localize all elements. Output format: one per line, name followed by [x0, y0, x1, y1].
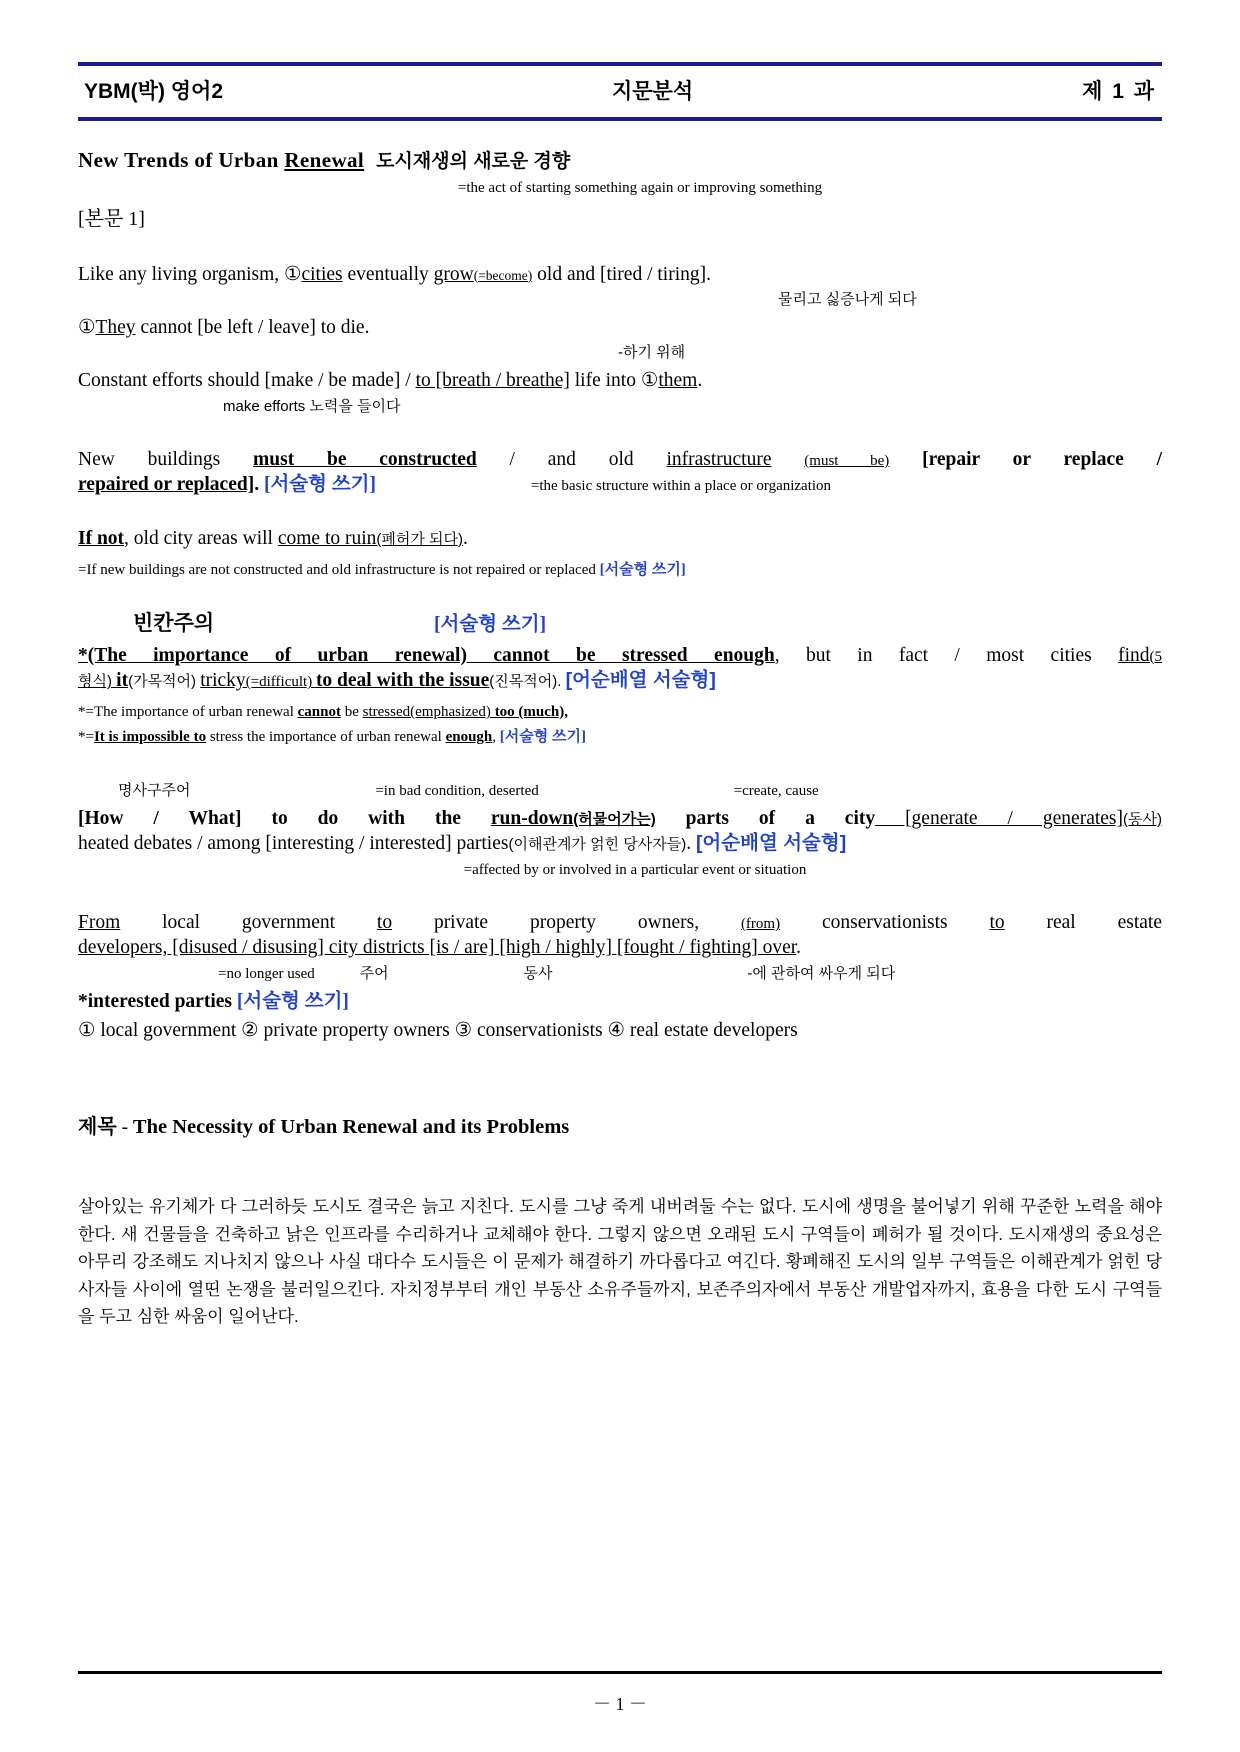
p5-interested-parties-gloss: (이해관계가 얽힌 당사자들) — [508, 836, 687, 854]
page-number: － 1 － — [593, 1694, 647, 1714]
p4-cannot-be-stressed-enough: *(The importance of urban renewal) cannot be stressed enough — [78, 644, 775, 666]
sentence-3-to-breathe: to [breath / breathe] — [415, 369, 570, 391]
sentence-2 — [78, 316, 1162, 341]
p4-too-much: too (much), — [494, 704, 569, 720]
sentence-3-period: . — [697, 369, 703, 391]
p4-issue-gloss: (진목적어). — [489, 673, 566, 691]
header-section-title: 지문분석 — [611, 80, 694, 103]
p6-high-highly: [high / highly] — [494, 936, 613, 958]
passage-title — [78, 147, 1162, 175]
p5-run-down: run-down — [490, 807, 574, 829]
paragraph-2-line-2 — [78, 473, 1162, 498]
p2-tag-seosulhyeong: [서술형 쓰기] — [263, 473, 377, 495]
p6-note-fight-over: -에 관하여 싸우게 되다 — [747, 964, 896, 982]
p4-tricky-gloss: (=difficult) — [245, 674, 316, 691]
p5-note-subject: 명사구주어 — [118, 782, 191, 800]
p4-l3-c: be — [340, 704, 363, 720]
korean-translation: 살아있는 유기체가 다 그러하듯 도시도 결국은 늙고 지친다. 도시를 그냥 죽게 내버려둘 수는 없다. 도시에 생명을 불어넣기 위해 꾸준한 노력을 해야 한다. 새 건물들을 건축하고 낡은 인프라를 수리하거나 교체해야 한다. 그렇지 않으면 오래된 도시 구역들이 폐허가 될 것이다. 도시재생의 중요성은 아무리 강조해도 지나치지 않으나 사실 대다수 도시들은 이 문제가 해결하기 까다롭다고 여긴다. 황폐해진 도시의 일부 구역들은 이해관계가 얽힌 당사자들 사이에 열띤 논쟁을 불러일으킨다. 자치정부부터 개인 부동산 소유주들까지, 보존주의자에서 부동산 개발업자까지, 효용을 다한 도시 구역들을 두고 심한 싸움이 일어난다. — [78, 1197, 1162, 1327]
p6-disused-city-districts: developers, [disused / disusing] city districts — [78, 936, 425, 958]
p3-l1-e: . — [463, 528, 468, 550]
p5-note-generate-gloss: =create, cause — [733, 783, 819, 800]
p3-if-not: If not — [78, 528, 125, 550]
title-gloss — [78, 175, 1162, 200]
p4-cannot: cannot — [297, 704, 341, 720]
subject-dash: - — [116, 1117, 133, 1139]
passage-label-text: [본문 1] — [78, 208, 145, 231]
sentence-1-part-f: old and [tired / tiring]. — [532, 263, 711, 285]
sentence-2-note-text: -하기 위해 — [618, 344, 686, 362]
p4-l2-a: 형식) — [78, 673, 117, 691]
p2-must-be-constructed: must be constructed — [253, 449, 477, 471]
paragraph-6-line-2 — [78, 936, 1162, 961]
p6-l1-b: local government — [120, 912, 377, 934]
passage-title-english: New Trends of Urban — [78, 148, 285, 172]
paragraph-4-line-1 — [78, 644, 1162, 669]
p4-find: find — [1118, 644, 1150, 666]
paragraph-6-line-1 — [78, 911, 1162, 936]
p4-heading-korean: 빈칸주의 — [133, 612, 215, 636]
p4-l4-e: , — [492, 728, 500, 745]
p6-l1-d: private property owners, — [392, 912, 741, 934]
p4-tricky: tricky — [200, 670, 246, 692]
p2-infrastructure: infrastructure — [666, 449, 772, 471]
sentence-3-part-a: Constant efforts should [make / be made] / — [78, 369, 416, 391]
sentence-1-part-c: eventually — [342, 263, 434, 285]
p4-l3-a: *=The importance of urban renewal — [78, 704, 298, 720]
sentence-1-part-a: Like any living organism, ① — [78, 263, 302, 285]
p4-l4-c: stress the importance of urban renewal — [206, 728, 446, 745]
p4-tag-seosulhyeong-2: [서술형 쓰기] — [499, 728, 586, 745]
p2-l1-e — [772, 449, 805, 470]
p5-tag-eosunbaeyeol: [어순배열 서술형] — [695, 832, 847, 855]
paragraph-6-notes — [78, 961, 1162, 986]
header-row — [78, 66, 1162, 115]
header-rule-bottom — [78, 117, 1162, 121]
p3-l1-b: , old city areas will — [124, 528, 278, 550]
p2-must-be: (must be) — [804, 453, 890, 470]
paragraph-4-line-4 — [78, 724, 1162, 749]
paragraph-5-line-2 — [78, 831, 1162, 857]
sentence-2-part-a: ① — [78, 316, 96, 338]
p2-repaired-or-replaced: repaired or replaced] — [78, 473, 255, 495]
sentence-3-part-c: life into ① — [569, 369, 659, 391]
page-header — [78, 62, 1162, 121]
p2-l1-a: New buildings — [78, 449, 254, 471]
p2-gloss: =the basic structure within a place or organization — [530, 477, 832, 494]
sentence-3-note-text: make efforts 노력을 들이다 — [223, 397, 401, 415]
sentence-2-note — [78, 340, 1162, 365]
header-lesson-label: 제 1 과 — [1082, 80, 1156, 103]
p6-to-2: to — [989, 912, 1005, 934]
footer-rule — [78, 1671, 1162, 1674]
paragraph-5-line-1 — [78, 807, 1162, 832]
paragraph-3-line-1 — [78, 527, 1162, 552]
p6-l1-h: real estate — [1004, 912, 1162, 934]
passage-label — [78, 207, 1162, 233]
p6-from: From — [78, 912, 121, 934]
document-body — [78, 147, 1162, 1331]
p5-generate-generates: [generate / generates] — [875, 807, 1124, 829]
p4-it-is-impossible-to: It is impossible to — [93, 728, 207, 745]
p3-paraphrase: =If new buildings are not constructed and old infrastructure is not repaired or replaced — [78, 561, 600, 578]
p3-tag-seosulhyeong: [서술형 쓰기] — [599, 561, 686, 578]
p6-interested-parties-label: *interested parties — [78, 991, 237, 1013]
sentence-3-note — [78, 394, 1162, 419]
p2-l1-g: [repair or replace / — [889, 449, 1162, 471]
header-textbook-label: YBM(박) 영어2 — [84, 80, 224, 103]
sentence-1 — [78, 263, 1162, 288]
p6-fought-fighting-over: [fought / fighting] over — [612, 936, 797, 958]
p4-it: it — [116, 670, 129, 692]
subject-line — [78, 1115, 1162, 1141]
p2-l1-c: / and old — [476, 449, 667, 471]
sentence-2-they: They — [95, 316, 136, 338]
p5-generate-tag: (동사) — [1123, 810, 1162, 828]
passage-title-korean: 도시재생의 새로운 경향 — [376, 151, 571, 172]
p5-l2-c: . — [686, 833, 696, 855]
p6-tag-seosulhyeong: [서술형 쓰기] — [236, 991, 349, 1013]
p6-note-disused: =no longer used — [218, 965, 315, 982]
p4-it-gloss: (가목적어) — [128, 673, 201, 691]
p4-tag-seosulhyeong: [서술형 쓰기] — [434, 614, 547, 636]
p4-l1-b: , but in fact / most cities — [774, 644, 1119, 666]
p6-l2-e: . — [796, 936, 802, 958]
sentence-1-note — [78, 287, 1162, 312]
paragraph-4-heading — [78, 611, 1162, 638]
p6-from-implied: (from) — [740, 916, 781, 933]
p5-l2-a: heated debates / among [interesting / interested] parties — [78, 833, 509, 855]
p5-gloss-text: =affected by or involved in a particular event or situation — [463, 861, 807, 878]
p5-note-rundown-gloss: =in bad condition, deserted — [375, 783, 539, 800]
subject-text: The Necessity of Urban Renewal and its Problems — [132, 1116, 570, 1139]
p4-l4-a: *= — [78, 728, 94, 745]
p3-come-to-ruin: come to ruin — [277, 528, 377, 550]
p5-l1-a: [How / What] to do with the — [78, 807, 491, 829]
p6-note-subject: 주어 — [359, 964, 389, 982]
p4-l1-d: (5 — [1149, 648, 1162, 665]
sentence-1-grow-gloss: (=become) — [473, 267, 533, 283]
sentence-1-note-text: 물리고 싫증나게 되다 — [778, 291, 917, 309]
paragraph-2-line-1 — [78, 448, 1162, 473]
paragraph-4-line-2 — [78, 668, 1162, 694]
paragraph-3-line-2 — [78, 557, 1162, 582]
p6-is-are: [is / are] — [424, 936, 495, 958]
p4-stressed-emphasized: stressed(emphasized) — [362, 704, 495, 720]
p6-parties-list: ① local government ② private property owners ③ conservationists ④ real estate developers — [78, 1019, 798, 1041]
p5-run-down-gloss: (허물어가는) — [573, 810, 656, 828]
p6-note-verb: 동사 — [523, 964, 553, 982]
sentence-3-them: them — [658, 369, 698, 391]
sentence-1-grow: grow — [433, 263, 474, 285]
paragraph-5-notes — [78, 778, 1162, 803]
paragraph-6-line-4 — [78, 1019, 1162, 1044]
paragraph-6-line-3 — [78, 990, 1162, 1015]
title-gloss-text: =the act of starting something again or improving something — [457, 179, 823, 196]
paragraph-4-line-3 — [78, 699, 1162, 724]
paragraph-5-gloss — [78, 857, 1162, 882]
sentence-2-part-c: cannot [be left / leave] to die. — [135, 316, 370, 338]
sentence-3 — [78, 369, 1162, 394]
p3-come-to-ruin-gloss: (폐허가 되다) — [376, 531, 464, 549]
passage-title-english-underlined: Renewal — [284, 148, 365, 172]
sentence-1-cities: cities — [301, 263, 343, 285]
p4-tag-eosunbaeyeol: [어순배열 서술형] — [565, 669, 716, 692]
p5-l1-d: parts of a city — [655, 807, 876, 829]
p6-to-1: to — [376, 912, 393, 934]
p2-l2-b: . — [254, 473, 264, 495]
p6-l1-f: conservationists — [780, 912, 990, 934]
p4-to-deal-with-the-issue: to deal with the issue — [315, 670, 490, 692]
subject-label: 제목 — [78, 1116, 117, 1139]
p4-enough: enough — [445, 728, 493, 745]
